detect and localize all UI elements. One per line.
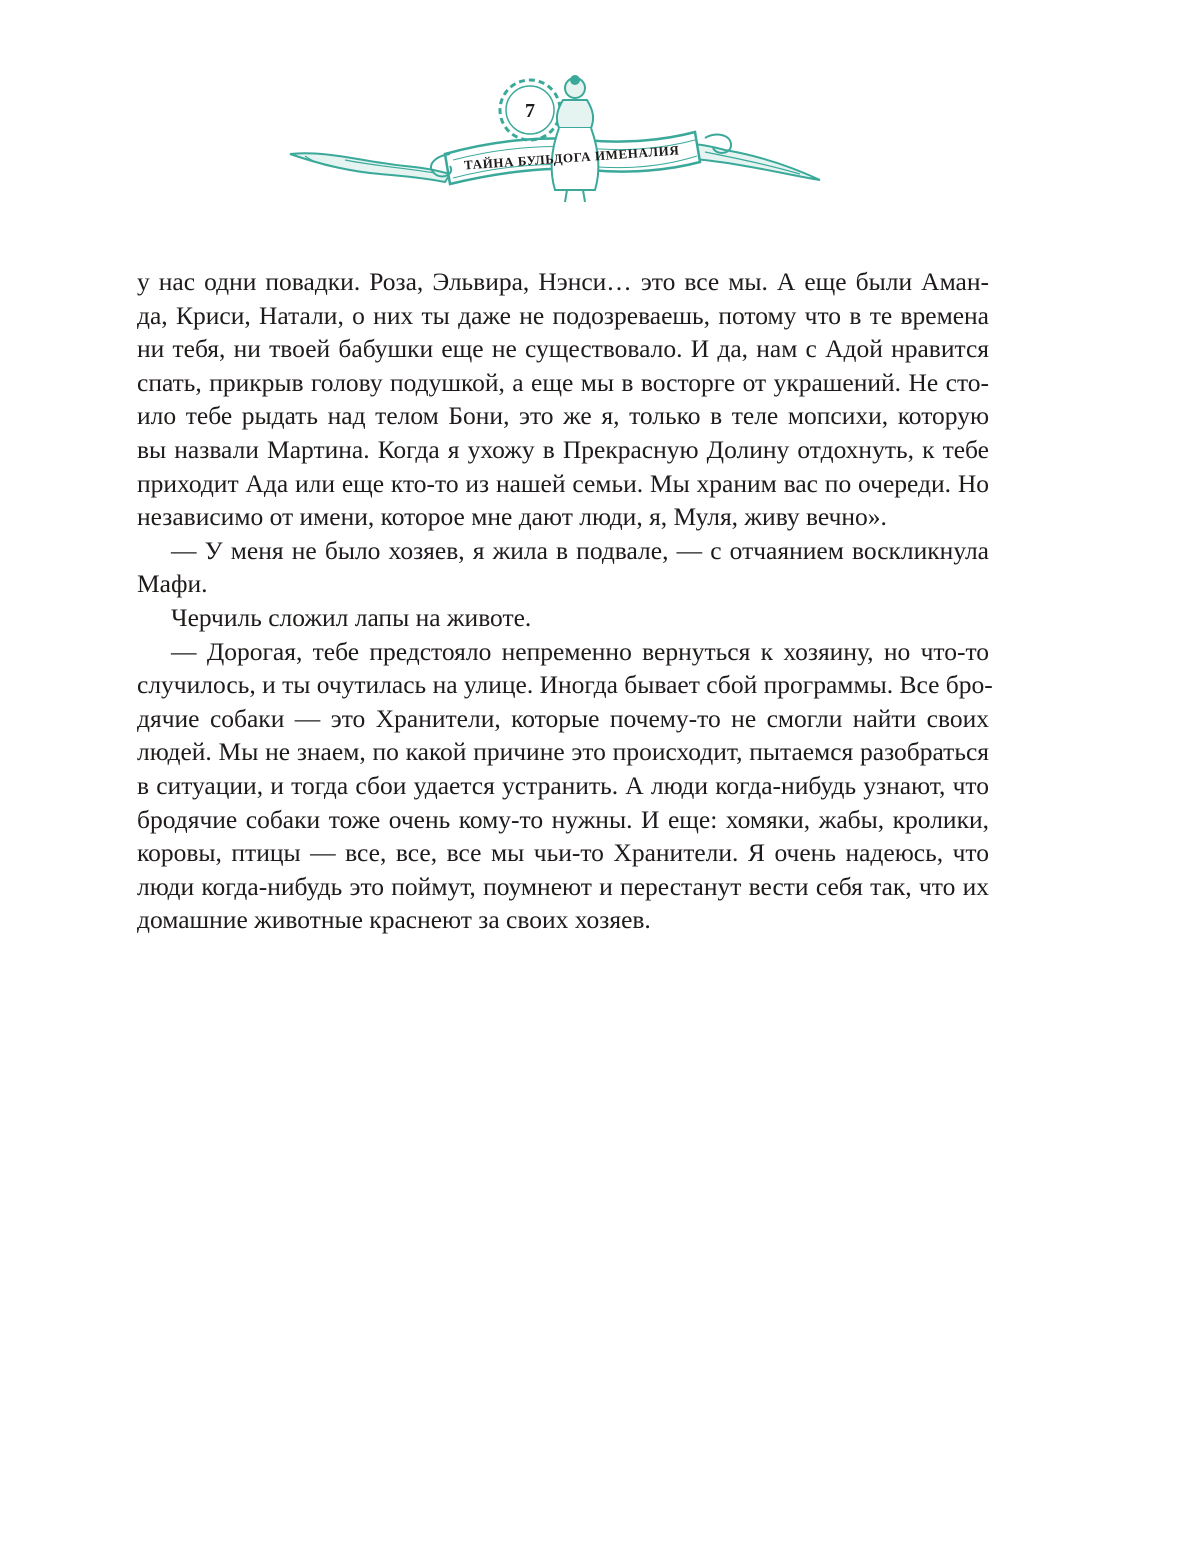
dog-girl-illustration-icon — [552, 76, 599, 202]
text-line: случилось, и ты очутилась на улице. Иногда бывает сбой программы. Все бро- — [137, 670, 993, 700]
text-line: люди когда-нибудь это поймут, поумнеют и перестанут вести себя так, что их — [137, 871, 989, 901]
ribbon-left-tail — [290, 153, 450, 182]
running-title: ТАЙНА БУЛЬДОГА ИМЕНАЛИЯ — [463, 142, 680, 173]
text-line: Черчиль сложил лапы на животе. — [171, 602, 532, 632]
text-line: людей. Мы не знаем, по какой причине это происходит, пытаемся разобраться — [137, 737, 989, 767]
text-line: в ситуации, и тогда сбои удается устранить. А люди когда-нибудь узнают, что — [137, 770, 989, 800]
text-line: бродячие собаки тоже очень кому-то нужны. И еще: хомяки, жабы, кролики, — [137, 804, 989, 834]
chapter-header-ornament — [285, 70, 825, 220]
text-line: спать, прикрыв голову подушкой, а еще мы в восторге от украшений. Не сто- — [137, 367, 989, 397]
text-line: ило тебе рыдать над телом Бони, это же я, только в теле мопсихи, которую — [137, 401, 989, 431]
text-line: вы назвали Мартина. Когда я ухожу в Прекрасную Долину отдохнуть, к тебе — [137, 434, 989, 464]
text-line: да, Криси, Натали, о них ты даже не подозреваешь, потому что в те времена — [137, 300, 989, 330]
text-line: коровы, птицы — все, все, все мы чьи-то Хранители. Я очень надеюсь, что — [137, 838, 989, 868]
text-line: у нас одни повадки. Роза, Эльвира, Нэнси… это все мы. А еще были Аман- — [137, 267, 989, 296]
text-line: — Дорогая, тебе предстояло непременно вернуться к хозяину, но что-то — [171, 636, 989, 666]
text-line: — У меня не было хозяев, я жила в подвале, — с отчаянием воскликнула — [171, 535, 989, 565]
text-line: дячие собаки — это Хранители, которые почему-то не смогли найти своих — [137, 703, 989, 733]
text-line: Мафи. — [137, 569, 208, 599]
text-line: приходит Ада или еще кто-то из нашей семьи. Мы храним вас по очереди. Но — [137, 468, 989, 498]
text-line: ни тебя, ни твоей бабушки еще не существовало. И да, нам с Адой нравится — [137, 334, 989, 364]
body-text — [137, 265, 993, 937]
text-line: домашние животные краснеют за своих хозяев. — [137, 905, 651, 935]
text-line: независимо от имени, которое мне дают люди, я, Муля, живу вечно». — [137, 502, 887, 532]
page-number: 7 — [525, 100, 535, 122]
